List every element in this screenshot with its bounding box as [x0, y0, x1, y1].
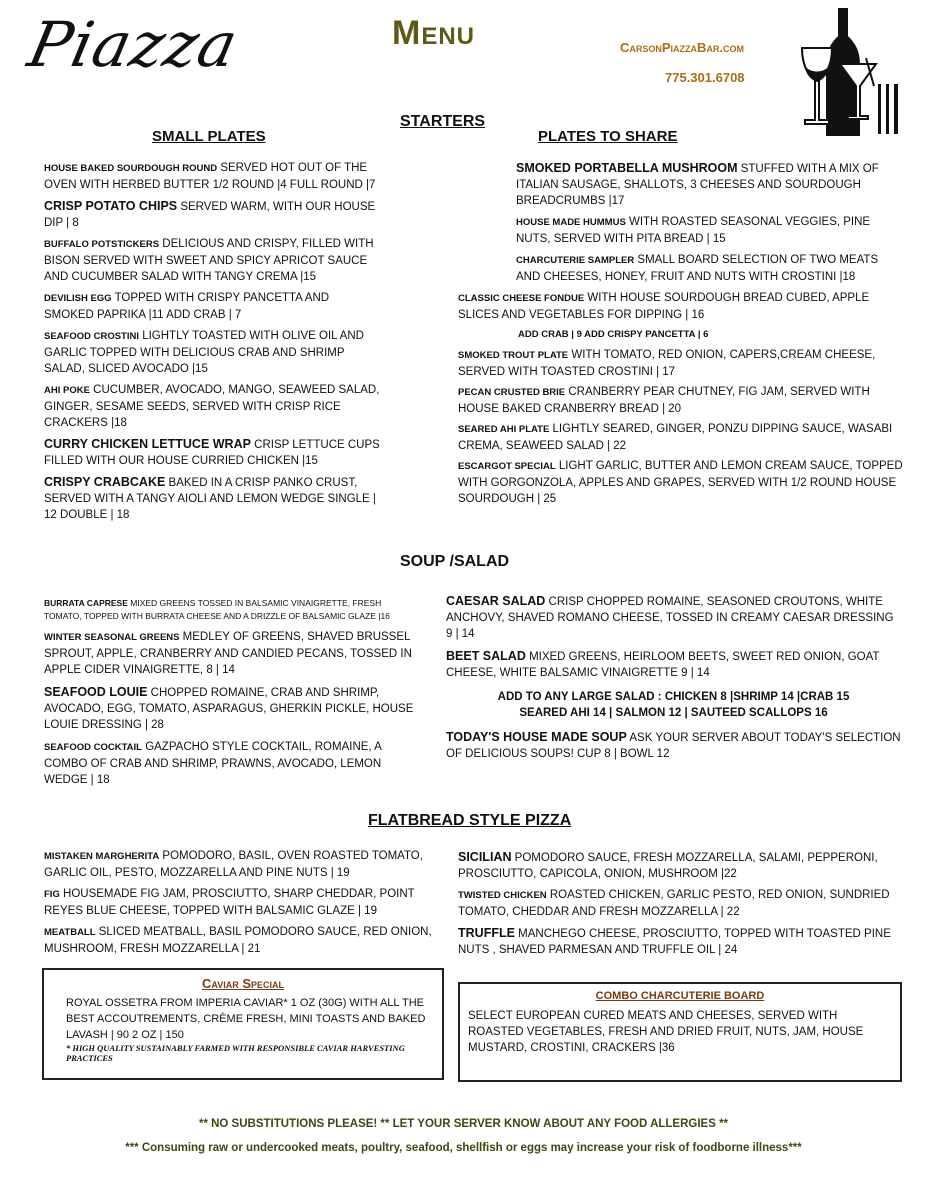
list-item: CRISP POTATO CHIPS SERVED WARM, WITH OUR HOUSE DIP | 8	[44, 199, 376, 229]
caviar-note: * HIGH QUALITY SUSTAINABLY FARMED WITH RESPONSIBLE CAVIAR HARVESTING PRACTICES	[66, 1043, 405, 1063]
list-item: WINTER SEASONAL GREENS MEDLEY OF GREENS, SHAVED BRUSSEL SPROUT, APPLE, CRANBERRY AND CANDIED PECANS, TOSSED IN APPLE CIDER VINAIGRETTE, 8 | 14	[44, 631, 412, 676]
list-item: BUFFALO POTSTICKERS DELICIOUS AND CRISPY, FILLED WITH BISON SERVED WITH SWEET AND SPICY APRICOT SAUCE AND CUCUMBER SALAD WITH TANGY CREMA |15	[44, 238, 374, 283]
soup-salad-heading: SOUP /SALAD	[400, 553, 510, 570]
list-item: SMOKED PORTABELLA MUSHROOM STUFFED WITH A MIX OF ITALIAN SAUSAGE, SHALLOTS, 3 CHEESES AND SOURDOUGH BREADCRUMBS |17	[516, 161, 879, 207]
plates-to-share-heading: PLATES TO SHARE	[538, 128, 678, 145]
caviar-text: ROYAL OSSETRA FROM IMPERIA CAVIAR* 1 OZ (30G) WITH ALL THE BEST ACCOUTREMENTS, CRÈME FRESH, MINI TOASTS AND BAKED LAVASH | 90 2 OZ | 150	[66, 997, 426, 1041]
list-item: TRUFFLE MANCHEGO CHEESE, PROSCIUTTO, TOPPED WITH TOASTED PINE NUTS , SHAVED PARMESAN AND TRUFFLE OIL | 24	[458, 926, 891, 956]
website-link[interactable]: CarsonPiazzaBar.com	[620, 40, 745, 55]
list-item: AHI POKE CUCUMBER, AVOCADO, MANGO, SEAWEED SALAD, GINGER, SESAME SEEDS, SERVED WITH CRISP RICE CRACKERS |18	[44, 384, 380, 429]
phone-number[interactable]: 775.301.6708	[665, 70, 745, 85]
list-item: MISTAKEN MARGHERITA POMODORO, BASIL, OVEN ROASTED TOMATO, GARLIC OIL, PESTO, MOZZARELLA AND PINE NUTS | 19	[44, 850, 423, 879]
caviar-title: Caviar Special	[201, 976, 284, 991]
combo-text: SELECT EUROPEAN CURED MEATS AND CHEESES, SERVED WITH ROASTED VEGETABLES, FRESH AND DRIED FRUIT, NUTS, JAM, HOUSE MUSTARD, CROSTINI, CRACKERS |36	[468, 1010, 864, 1054]
list-item: FIG HOUSEMADE FIG JAM, PROSCIUTTO, SHARP CHEDDAR, POINT REYES BLUE CHEESE, TOPPED WITH BALSAMIC GLAZE | 19	[44, 888, 415, 917]
add-to-salad: ADD TO ANY LARGE SALAD : CHICKEN 8 |SHRIMP 14 |CRAB 15 SEARED AHI 14 | SALMON 12 | SAUTEED SCALLOPS 16	[497, 691, 850, 719]
plates-to-share-list	[458, 160, 903, 507]
small-plates-list	[44, 160, 382, 523]
list-item: CURRY CHICKEN LETTUCE WRAP CRISP LETTUCE CUPS FILLED WITH OUR HOUSE CURRIED CHICKEN |15	[44, 437, 380, 467]
list-item: DEVILISH EGG TOPPED WITH CRISPY PANCETTA AND SMOKED PAPRIKA |11 ADD CRAB | 7	[44, 292, 330, 321]
list-item: SEAFOOD COCKTAIL GAZPACHO STYLE COCKTAIL, ROMAINE, A COMBO OF CRAB AND SHRIMP, PRAWNS, AVOCADO, LEMON WEDGE | 18	[44, 741, 382, 786]
page-title: Menu	[392, 14, 475, 52]
list-item: ADD CRAB | 9 ADD CRISPY PANCETTA | 6	[518, 329, 709, 340]
list-item: TODAY'S HOUSE MADE SOUP ASK YOUR SERVER ABOUT TODAY'S SELECTION OF DELICIOUS SOUPS! CUP 8 | BOWL 12	[446, 730, 901, 760]
list-item: SICILIAN POMODORO SAUCE, FRESH MOZZARELLA, SALAMI, PEPPERONI, PROSCIUTTO, CAPICOLA, ONION, MUSHROOM |22	[458, 850, 878, 880]
starters-heading: STARTERS	[400, 113, 486, 130]
list-item: BURRATA CAPRESE MIXED GREENS TOSSED IN BALSAMIC VINAIGRETTE, FRESH TOMATO, TOPPED WITH BURRATA CHEESE AND A DRIZZLE OF BALSAMIC GLAZE |16	[44, 598, 390, 621]
list-item: CLASSIC CHEESE FONDUE WITH HOUSE SOURDOUGH BREAD CUBED, APPLE SLICES AND VEGETABLES FOR DIPPING | 16	[458, 292, 870, 321]
list-item: TWISTED CHICKEN ROASTED CHICKEN, GARLIC PESTO, RED ONION, SUNDRIED TOMATO, CHEDDAR AND FRESH MOZZARELLA | 22	[458, 889, 890, 918]
list-item: SMOKED TROUT PLATE WITH TOMATO, RED ONION, CAPERS,CREAM CHEESE, SERVED WITH TOASTED CROSTINI | 17	[458, 349, 876, 378]
list-item: HOUSE MADE HUMMUS WITH ROASTED SEASONAL VEGGIES, PINE NUTS, SERVED WITH PITA BREAD | 15	[516, 216, 871, 245]
soup-salad-right-list	[446, 593, 901, 762]
list-item: MEATBALL SLICED MEATBALL, BASIL POMODORO SAUCE, RED ONION, MUSHROOM, FRESH MOZZARELLA | 21	[44, 926, 432, 955]
small-plates-heading: SMALL PLATES	[152, 128, 266, 145]
logo: Piazza	[22, 8, 245, 81]
list-item: PECAN CRUSTED BRIE CRANBERRY PEAR CHUTNEY, FIG JAM, SERVED WITH HOUSE BAKED CRANBERRY BREAD | 20	[458, 386, 870, 415]
list-item: SEAFOOD CROSTINI LIGHTLY TOASTED WITH OLIVE OIL AND GARLIC TOPPED WITH DELICIOUS CRAB AND SHRIMP SALAD, SLICED AVOCADO |15	[44, 330, 364, 375]
flatbread-left-list	[44, 848, 434, 957]
list-item: ESCARGOT SPECIAL LIGHT GARLIC, BUTTER AND LEMON CREAM SAUCE, TOPPED WITH GORGONZOLA, APPLES AND GRAPES, SERVED WITH 1/2 ROUND HOUSE SOURDOUGH | 25	[458, 460, 903, 505]
list-item: SEAFOOD LOUIE CHOPPED ROMAINE, CRAB AND SHRIMP, AVOCADO, EGG, TOMATO, ASPARAGUS, GHERKIN PICKLE, HOUSE LOUIE DRESSING | 28	[44, 685, 414, 731]
combo-charcuterie-box	[458, 982, 902, 1082]
list-item: CAESAR SALAD CRISP CHOPPED ROMAINE, SEASONED CROUTONS, WHITE ANCHOVY, SHAVED ROMANO CHEESE, TOSSED IN CREAMY CAESAR DRESSING 9 | 14	[446, 594, 894, 640]
list-item: HOUSE BAKED SOURDOUGH ROUND SERVED HOT OUT OF THE OVEN WITH HERBED BUTTER 1/2 ROUND |4 FULL ROUND |7	[44, 162, 376, 191]
combo-title: COMBO CHARCUTERIE BOARD	[595, 990, 765, 1002]
footer-notice: ** NO SUBSTITUTIONS PLEASE! ** LET YOUR SERVER KNOW ABOUT ANY FOOD ALLERGIES **	[198, 1118, 729, 1130]
list-item: SEARED AHI PLATE LIGHTLY SEARED, GINGER, PONZU DIPPING SAUCE, WASABI CREMA, SEAWEED SALAD | 22	[458, 423, 893, 452]
list-item: CRISPY CRABCAKE BAKED IN A CRISP PANKO CRUST, SERVED WITH A TANGY AIOLI AND LEMON WEDGE SINGLE | 12 DOUBLE | 18	[44, 475, 376, 521]
list-item: BEET SALAD MIXED GREENS, HEIRLOOM BEETS, SWEET RED ONION, GOAT CHEESE, WHITE BALSAMIC VINAIGRETTE 9 | 14	[446, 649, 880, 679]
flatbread-right-list	[458, 849, 898, 958]
wine-glass-bottle-icon	[800, 4, 900, 139]
footer-warning: *** Consuming raw or undercooked meats, poultry, seafood, shellfish or eggs may increase your risk of foodborne illness***	[125, 1142, 802, 1154]
list-item: CHARCUTERIE SAMPLER SMALL BOARD SELECTION OF TWO MEATS AND CHEESES, HONEY, FRUIT AND NUTS WITH CROSTINI |18	[516, 254, 879, 283]
caviar-special-box	[42, 968, 444, 1080]
flatbread-heading: FLATBREAD STYLE PIZZA	[368, 812, 572, 829]
soup-salad-left-list	[44, 597, 414, 788]
